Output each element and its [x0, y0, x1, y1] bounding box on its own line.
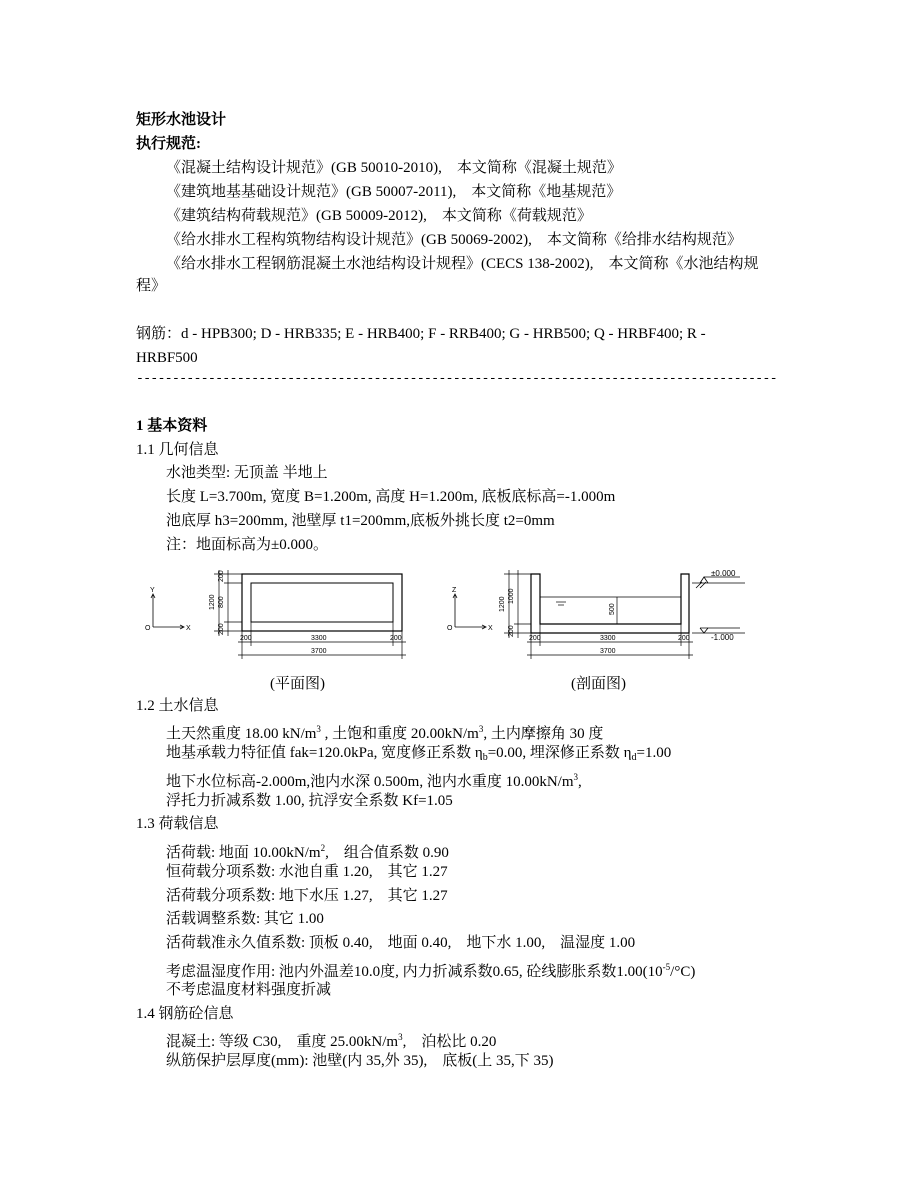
load-line-7: 不考虑温度材料强度折减	[166, 982, 332, 998]
soil-line-2-a: 地基承载力特征值 fak=120.0kPa, 宽度修正系数 η	[166, 745, 483, 761]
plan-axis-y-label: Y	[150, 587, 155, 594]
soil-line-3-sup: 3	[573, 772, 578, 782]
plan-axes	[151, 594, 184, 629]
elevation-bottom-label: -1.000	[711, 633, 734, 642]
soil-line-2-c: =1.00	[636, 745, 672, 761]
plan-view-caption: (平面图)	[270, 676, 325, 692]
plan-dim-200-left: 200	[240, 635, 252, 642]
section-axes	[453, 594, 486, 629]
plan-dim-800: 800	[218, 596, 225, 608]
load-line-6-sup: -5	[662, 962, 671, 972]
load-line-1	[166, 838, 449, 863]
geometry-note: 注：地面标高为±0.000。	[166, 537, 328, 553]
plan-dim-200-top: 200	[218, 570, 225, 582]
soil-line-1-sup2: 3	[478, 724, 484, 734]
soil-line-1-a: 土天然重度 18.00 kN/m	[166, 726, 317, 742]
section-1-4-title: 1.4 钢筋砼信息	[136, 1006, 234, 1022]
soil-line-1-b: , 土饱和重度 20.00kN/m	[320, 726, 479, 742]
section-dim-500: 500	[609, 603, 616, 615]
section-1-2-title: 1.2 土水信息	[136, 698, 219, 714]
soil-line-3-a: 地下水位标高-2.000m,池内水深 0.500m, 池内水重度 10.00kN/m	[166, 774, 574, 790]
rebar-legend-line2: HRBF500	[136, 350, 198, 366]
code-item: 《给水排水工程钢筋混凝土水池结构设计规程》(CECS 138-2002), 本文简称《水池结构规	[166, 256, 759, 272]
code-item: 《混凝土结构设计规范》(GB 50010-2010), 本文简称《混凝土规范》	[166, 160, 622, 176]
section-vertical-dims	[504, 570, 617, 638]
plan-dim-3700: 3700	[311, 648, 327, 655]
soil-line-4: 浮托力折减系数 1.00, 抗浮安全系数 Kf=1.05	[166, 793, 453, 809]
plan-axis-x-label: X	[186, 625, 191, 632]
section-1-title: 1 基本资料	[136, 418, 208, 434]
soil-line-2-b: =0.00, 埋深修正系数 η	[487, 745, 632, 761]
soil-line-3	[166, 767, 582, 792]
soil-line-2	[166, 743, 671, 768]
codes-heading: 执行规范:	[136, 136, 201, 152]
concrete-line-1-b: , 泊松比 0.20	[402, 1034, 497, 1050]
code-item: 《建筑结构荷载规范》(GB 50009-2012), 本文简称《荷载规范》	[166, 208, 592, 224]
section-dim-200-right: 200	[678, 635, 690, 642]
load-line-3: 活荷载分项系数: 地下水压 1.27, 其它 1.27	[166, 888, 448, 904]
section-dim-3700: 3700	[600, 648, 616, 655]
section-view-caption: (剖面图)	[571, 676, 626, 692]
load-line-2: 恒荷载分项系数: 水池自重 1.20, 其它 1.27	[166, 864, 448, 880]
load-line-6-b: /°C)	[670, 964, 696, 980]
geometry-line: 水池类型: 无顶盖 半地上	[166, 465, 328, 481]
concrete-line-1-sup: 3	[398, 1032, 403, 1042]
section-dim-1200: 1200	[499, 596, 506, 612]
load-line-1-a: 活荷载: 地面 10.00kN/m	[166, 845, 321, 861]
section-dim-1000: 1000	[508, 588, 515, 604]
soil-line-2-sub1: b	[482, 752, 488, 763]
geometry-line: 池底厚 h3=200mm, 池壁厚 t1=200mm,底板外挑长度 t2=0mm	[166, 513, 555, 529]
plan-dim-200-right: 200	[390, 635, 402, 642]
rebar-legend-line1: 钢筋：d - HPB300; D - HRB335; E - HRB400; F - RRB400; G - HRB500; Q - HRBF400; R -	[136, 326, 706, 342]
plan-dim-200-bottom: 200	[218, 623, 225, 635]
plan-dim-1200: 1200	[209, 594, 216, 610]
load-line-1-b: , 组合值系数 0.90	[325, 845, 449, 861]
code-item: 《建筑地基基础设计规范》(GB 50007-2011), 本文简称《地基规范》	[166, 184, 622, 200]
plan-dim-3300: 3300	[311, 635, 327, 642]
section-1-3-title: 1.3 荷载信息	[136, 816, 219, 832]
section-axis-z-label: Z	[452, 587, 457, 594]
soil-line-1	[166, 719, 603, 744]
ground-elevation-marker	[692, 577, 745, 588]
plan-inner-wall	[251, 583, 393, 622]
load-line-4: 活载调整系数: 其它 1.00	[166, 911, 324, 927]
code-item: 《给水排水工程构筑物结构设计规范》(GB 50069-2002), 本文简称《给排水结构规范》	[166, 232, 742, 248]
doc-title: 矩形水池设计	[136, 112, 227, 128]
concrete-line-1	[166, 1027, 496, 1052]
soil-line-2-sub2: d	[631, 752, 637, 763]
section-dim-200: 200	[508, 625, 515, 637]
section-dim-3300: 3300	[600, 635, 616, 642]
concrete-line-1-a: 混凝土: 等级 C30, 重度 25.00kN/m	[166, 1034, 399, 1050]
geometry-line: 长度 L=3.700m, 宽度 B=1.200m, 高度 H=1.200m, 底板底标高=-1.000m	[166, 489, 616, 505]
load-line-6-a: 考虑温湿度作用: 池内外温差10.0度, 内力折减系数0.65, 砼线膨胀系数1.00(10	[166, 964, 663, 980]
soil-line-1-c: , 土内摩擦角 30 度	[483, 726, 604, 742]
section-1-1-title: 1.1 几何信息	[136, 442, 219, 458]
soil-line-1-sup: 3	[316, 724, 321, 734]
section-dim-200-left: 200	[529, 635, 541, 642]
water-level-symbol	[556, 602, 566, 605]
load-line-5: 活荷载准永久值系数: 顶板 0.40, 地面 0.40, 地下水 1.00, 温湿度 1.00	[166, 935, 636, 951]
elevation-top-label: ±0.000	[711, 569, 736, 578]
load-line-1-sup: 2	[320, 843, 326, 853]
code-item-continued: 程》	[136, 278, 167, 294]
section-origin-label: O	[447, 625, 453, 632]
concrete-line-2: 纵筋保护层厚度(mm): 池壁(内 35,外 35), 底板(上 35,下 35)	[166, 1053, 554, 1069]
soil-line-3-b: ,	[578, 774, 582, 790]
divider-line: -----------------------------------------------------------------------------------------	[136, 371, 777, 386]
plan-origin-label: O	[145, 625, 151, 632]
section-axis-x-label: X	[488, 625, 493, 632]
load-line-6	[166, 957, 695, 982]
